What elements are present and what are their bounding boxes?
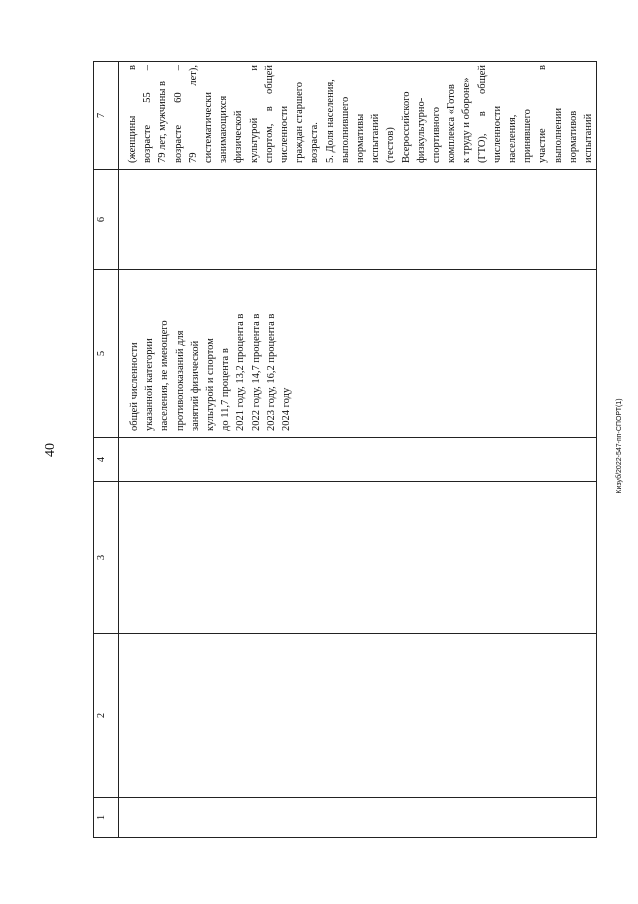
footer-document-code: Кизуб/2022-547-пп-СПОРТ(1) [616, 398, 623, 494]
cell-text-line: до 11,7 процента в [220, 348, 232, 431]
cell-text-line: населения, не имеющего [159, 320, 171, 431]
cell-text-line: 79 лет, мужчины в [157, 81, 169, 163]
header-col-5: 5 [94, 270, 119, 438]
cell-text-line: культурой и [248, 65, 260, 163]
cell-text-line: комплекса «Готов [446, 84, 458, 163]
cell-text-line: численности [491, 105, 503, 163]
table-row [119, 62, 597, 838]
cell-text-line: общей численности [129, 342, 140, 431]
cell-text-line: 5. Доля населения, [324, 79, 336, 163]
cell-col-7 [119, 62, 597, 170]
cell-text-line: возрасте 60 – [172, 65, 184, 163]
cell-text-line: спортивного [430, 107, 442, 163]
cell-text-line: возраста. [309, 122, 321, 163]
header-col-4: 4 [94, 438, 119, 482]
cell-col-1 [119, 798, 597, 838]
cell-text-line: к труду и обороне» [461, 77, 473, 163]
cell-text-line: выполнившего [339, 96, 351, 163]
cell-text-line: физкультурно- [415, 97, 427, 163]
cell-text-line: (тестов) [385, 127, 397, 163]
cell-text-line: противопоказаний для [174, 330, 186, 431]
header-col-1: 1 [94, 798, 119, 838]
col7-text-block [125, 65, 596, 163]
cell-text-line: 79 лет), [187, 65, 199, 163]
cell-col-2 [119, 634, 597, 798]
cell-text-line: 2024 году [281, 387, 293, 431]
cell-text-line: систематически [202, 92, 214, 163]
header-col-6: 6 [94, 170, 119, 270]
header-col-2: 2 [94, 634, 119, 798]
col5-text-block [127, 276, 294, 431]
cell-text-line: занятий физической [189, 340, 201, 431]
cell-text-line: граждан старшего [294, 81, 306, 163]
header-col-3: 3 [94, 482, 119, 634]
cell-text-line: указанной категории [144, 338, 156, 431]
cell-text-line: занимающихся [218, 95, 230, 163]
cell-text-line: Всероссийского [400, 91, 412, 163]
cell-text-line: испытаний [582, 113, 594, 163]
cell-text-line: (ГТО), в общей [476, 65, 488, 163]
cell-text-line: возрасте 55 – [142, 65, 154, 163]
cell-text-line: физической [233, 110, 245, 163]
cell-text-line: 2022 году, 14,7 процента в [250, 313, 262, 431]
cell-text-line: спортом, в общей [263, 65, 275, 163]
cell-text-line: выполнении [552, 107, 564, 163]
table-header-row [94, 62, 119, 838]
cell-col-6 [119, 170, 597, 270]
cell-text-line: нормативов [567, 110, 579, 163]
cell-text-line: численности [278, 105, 290, 163]
cell-text-line: испытаний [370, 113, 382, 163]
header-col-7: 7 [94, 62, 119, 170]
cell-text-line: 2021 году, 13,2 процента в [235, 313, 247, 431]
cell-text-line: культурой и спортом [205, 338, 217, 431]
cell-text-line: населения, [506, 114, 518, 163]
document-table [93, 61, 597, 838]
document-table-container [93, 62, 594, 838]
cell-text-line: принявшего [522, 109, 534, 163]
cell-col-4 [119, 438, 597, 482]
cell-text-line: 2023 году, 16,2 процента в [265, 313, 277, 431]
cell-text-line: нормативы [354, 113, 366, 163]
cell-text-line: (женщины в [127, 65, 138, 163]
cell-col-5 [119, 270, 597, 438]
cell-col-3 [119, 482, 597, 634]
page-number: 40 [43, 443, 58, 457]
cell-text-line: участие в [537, 65, 549, 163]
